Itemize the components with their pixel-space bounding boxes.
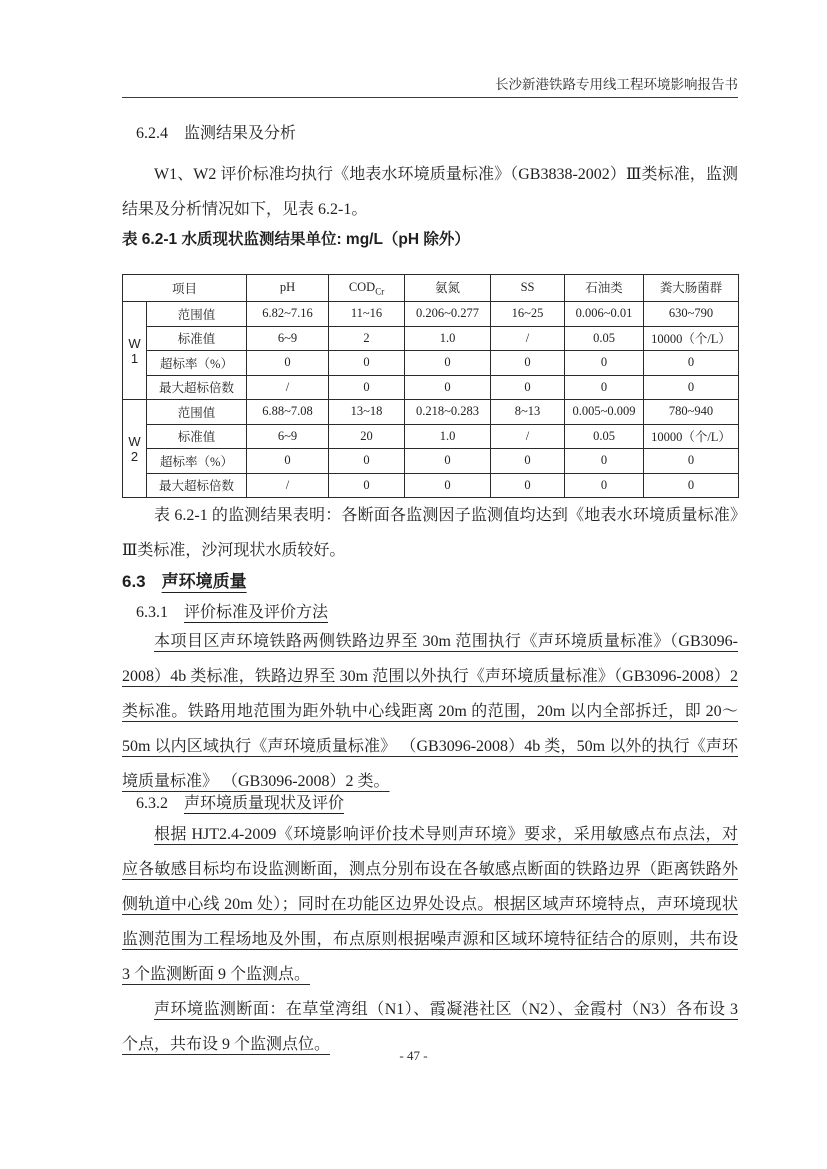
table-cell: 13~18 xyxy=(329,400,405,425)
column-label-sub: Cr xyxy=(375,286,385,297)
row-name: 超标率（%） xyxy=(147,351,247,376)
table-cell: 0 xyxy=(329,351,405,376)
header-title: 长沙新港铁路专用线工程环境影响报告书 xyxy=(495,77,738,92)
table-cell: 0 xyxy=(644,351,739,376)
table-cell: 0 xyxy=(565,375,644,400)
table-cell: 0 xyxy=(491,449,565,474)
table-header-row xyxy=(123,275,739,302)
column-label: pH xyxy=(279,279,296,294)
table-cell: 11~16 xyxy=(329,302,405,327)
row-name: 超标率（%） xyxy=(147,449,247,474)
paragraph-w1w2-standard: W1、W2 评价标准均执行《地表水环境质量标准》（GB3838-2002）Ⅲ类标准，监测结果及分析情况如下，见表 6.2-1。 xyxy=(122,166,738,218)
table-cell: 0.05 xyxy=(565,424,644,449)
paragraph-table-conclusion: 表 6.2-1 的监测结果表明：各断面各监测因子监测值均达到《地表水环境质量标准》Ⅲ类标准，沙河现状水质较好。 xyxy=(122,507,738,559)
water-quality-table xyxy=(122,274,739,498)
heading-title: 评价标准及评价方法 xyxy=(184,604,329,621)
group-label-w1 xyxy=(123,302,147,400)
table-cell: 0 xyxy=(405,375,491,400)
header-cell-ph xyxy=(247,275,329,302)
table-cell: 0 xyxy=(565,473,644,498)
table-cell: 0 xyxy=(565,351,644,376)
heading-6-3-1 xyxy=(136,602,738,624)
paragraph-noise-standard: 本项目区声环境铁路两侧铁路边界至 30m 范围执行《声环境质量标准》（GB3096-2008）4b 类标准，铁路边界至 30m 范围以外执行《声环境质量标准》（GB3096-2008）2 类标准。铁路用地范围为距外轨中心线距离 20m 的范围，20m 以内全部拆迁，即 20～50m 以内区域执行《声环境质量标准》 （GB3096-2008）4b 类，50m 以外的执行《声环境质量标准》 （GB3096-2008）2 类。 xyxy=(122,633,738,790)
table-cell: 20 xyxy=(329,424,405,449)
group-letter: W xyxy=(128,433,141,449)
table-cell: 0 xyxy=(329,473,405,498)
row-name: 最大超标倍数 xyxy=(147,375,247,400)
heading-number: 6.3.2 xyxy=(136,795,168,812)
column-label: 石油类 xyxy=(585,281,623,296)
table-cell: 0.218~0.283 xyxy=(405,400,491,425)
table-cell: 10000（个/L） xyxy=(644,424,739,449)
table-caption: 表 6.2-1 水质现状监测结果单位: mg/L（pH 除外） xyxy=(122,231,470,248)
table-cell: 0 xyxy=(329,375,405,400)
table-cell: 0 xyxy=(405,351,491,376)
table-row xyxy=(123,400,739,425)
table-cell: 6~9 xyxy=(247,326,329,351)
table-cell: / xyxy=(247,473,329,498)
heading-number: 6.2.4 xyxy=(136,125,168,142)
heading-6-3-2 xyxy=(136,793,738,815)
table-cell: 6~9 xyxy=(247,424,329,449)
header-cell-cod xyxy=(329,275,405,302)
table-row xyxy=(123,424,739,449)
table-cell: / xyxy=(491,424,565,449)
group-letter: W xyxy=(128,335,141,351)
table-cell: 0 xyxy=(644,473,739,498)
heading-6-3 xyxy=(122,570,738,594)
table-cell: 0.005~0.009 xyxy=(565,400,644,425)
row-name: 标准值 xyxy=(147,326,247,351)
row-name: 最大超标倍数 xyxy=(147,473,247,498)
table-cell: 0 xyxy=(405,473,491,498)
header-cell-ammonia xyxy=(405,275,491,302)
table-row xyxy=(123,351,739,376)
header-cell-coliform xyxy=(644,275,739,302)
table-cell: 2 xyxy=(329,326,405,351)
row-name: 标准值 xyxy=(147,424,247,449)
table-cell: 16~25 xyxy=(491,302,565,327)
table-cell: 0 xyxy=(491,473,565,498)
table-cell: 10000（个/L） xyxy=(644,326,739,351)
table-cell: 0.206~0.277 xyxy=(405,302,491,327)
table-row xyxy=(123,302,739,327)
column-label: 氨氮 xyxy=(435,281,461,296)
column-label: 粪大肠菌群 xyxy=(659,281,723,296)
table-cell: 0 xyxy=(247,351,329,376)
table-cell: 1.0 xyxy=(405,424,491,449)
heading-number: 6.3.1 xyxy=(136,604,168,621)
table-cell: 6.88~7.08 xyxy=(247,400,329,425)
table-cell: 0 xyxy=(491,375,565,400)
table-cell: 0.006~0.01 xyxy=(565,302,644,327)
table-cell: 0 xyxy=(565,449,644,474)
heading-title: 监测结果及分析 xyxy=(184,125,297,142)
table-cell: 630~790 xyxy=(644,302,739,327)
page-content xyxy=(122,0,738,1062)
page-number: - 47 - xyxy=(399,1048,428,1063)
table-cell: / xyxy=(247,375,329,400)
header-cell-item: 项目 xyxy=(123,275,247,302)
table-row xyxy=(123,375,739,400)
group-label-w2 xyxy=(123,400,147,498)
table-row xyxy=(123,449,739,474)
page-header xyxy=(122,0,738,98)
table-cell: 0 xyxy=(491,351,565,376)
heading-title: 声环境质量 xyxy=(161,572,247,591)
paragraph-monitoring-points: 声环境监测断面：在草堂湾组（N1）、霞凝港社区（N2）、金霞村（N3）各布设 3 个点，共布设 9 个监测点位。 xyxy=(122,1001,738,1053)
group-number: 1 xyxy=(130,350,139,366)
table-cell: 0.05 xyxy=(565,326,644,351)
row-name: 范围值 xyxy=(147,302,247,327)
table-cell: 0 xyxy=(405,449,491,474)
header-cell-ss xyxy=(491,275,565,302)
column-label: SS xyxy=(520,279,535,294)
row-name: 范围值 xyxy=(147,400,247,425)
table-cell: 0 xyxy=(644,375,739,400)
heading-title: 声环境质量现状及评价 xyxy=(184,795,345,812)
column-label: COD xyxy=(348,279,376,294)
table-cell: 780~940 xyxy=(644,400,739,425)
table-cell: 0 xyxy=(329,449,405,474)
table-cell: 6.82~7.16 xyxy=(247,302,329,327)
heading-number: 6.3 xyxy=(122,572,146,591)
page-footer xyxy=(0,1048,827,1064)
heading-6-2-4 xyxy=(136,123,738,145)
table-row xyxy=(123,473,739,498)
paragraph-noise-monitoring: 根据 HJT2.4-2009《环境影响评价技术导则声环境》要求，采用敏感点布点法，对应各敏感目标均布设监测断面，测点分别布设在各敏感点断面的铁路边界（距离铁路外侧轨道中心线 20m 处）；同时在功能区边界处设点。根据区域声环境特点，声环境现状监测范围为工程场地及外围，布点原则根据噪声源和区域环境特征结合的原则，共布设 3 个监测断面 9 个监测点。 xyxy=(122,826,738,983)
header-cell-petroleum xyxy=(565,275,644,302)
group-number: 2 xyxy=(130,448,139,464)
table-cell: 0 xyxy=(247,449,329,474)
table-cell: / xyxy=(491,326,565,351)
table-row xyxy=(123,326,739,351)
table-cell: 8~13 xyxy=(491,400,565,425)
table-cell: 0 xyxy=(644,449,739,474)
table-cell: 1.0 xyxy=(405,326,491,351)
